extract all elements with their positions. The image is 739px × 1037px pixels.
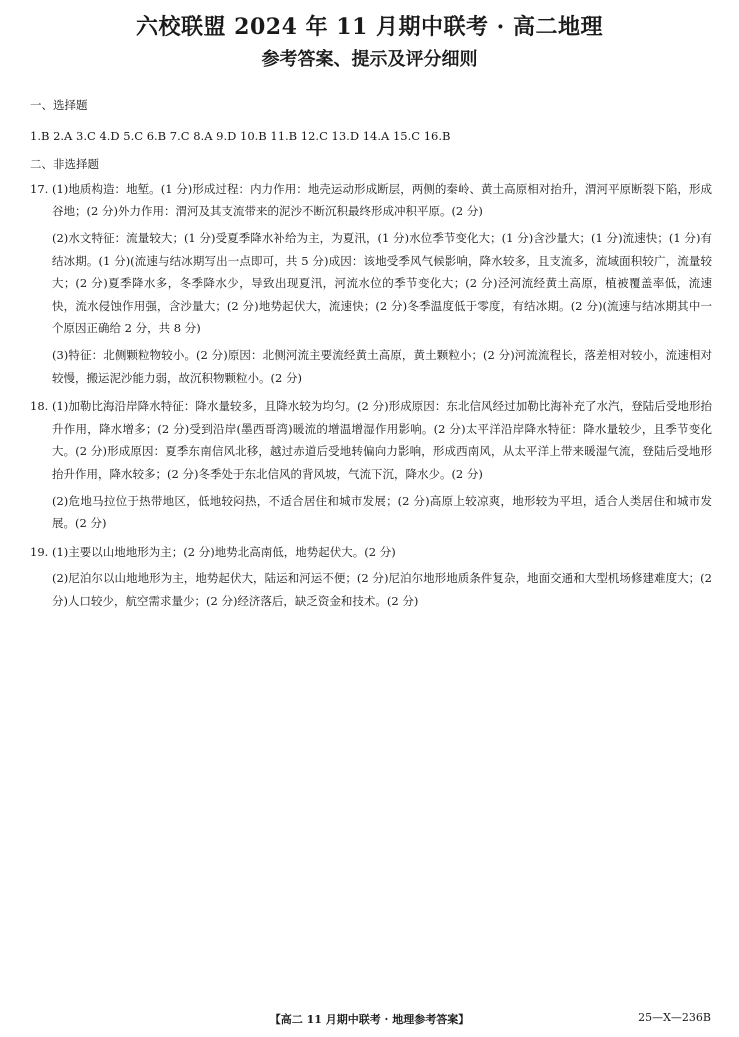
page-title: 六校联盟 2024 年 11 月期中联考 · 高二地理 [136,14,603,40]
question-17 [30,178,712,393]
question-body [52,395,712,539]
q19-part-1: (1)主要以山地地形为主；(2 分)地势北高南低，地势起伏大。(2 分) [52,544,396,559]
question-19 [30,541,712,617]
q17-part-2: (2)水文特征：流量较大；(1 分)受夏季降水补给为主，为夏汛，(1 分)水位季节变化大；(1 分)含沙量大；(1 分)流速快；(1 分)有结冰期。(1 分)(流速与结冰期写出一点即可，共 5 分)成因：该地受季风气候影响，降水较多，且支流多，流域面积较广，流量较大；(2 分)夏季降水多，冬季降水少，导致出现夏汛，河流水位的季节变化大；(2 分)泾河流经黄土高原，植被覆盖率低，流速快，流水侵蚀作用强，含沙量大；(2 分)地势起伏大，流速快；(2 分)冬季温度低于零度，有结冰期。(2 分)(流速与结冰期其中一个原因正确给 2 分，共 8 分) [52,230,712,336]
question-body [52,541,712,617]
footer-title: 【高二 11 月期中联考 · 地理参考答案】 [269,1013,470,1026]
q17-part-3: (3)特征：北侧颗粒物较小。(2 分)原因：北侧河流主要流经黄土高原，黄土颗粒小；(2 分)河流流程长，落差相对较小，流速相对较慢，搬运泥沙能力弱，故沉积物颗粒小。(2 分) [52,347,712,385]
page-subtitle: 参考答案、提示及评分细则 [261,49,478,70]
section-nonchoice-heading: 二、非选择题 [30,157,99,172]
q18-part-1: (1)加勒比海沿岸降水特征：降水量较多，且降水较为均匀。(2 分)形成原因：东北信风经过加勒比海补充了水汽，登陆后受地形抬升作用，降水增多；(2 分)受到沿岸(墨西哥湾)暖流的增温增湿作用影响。(2 分)太平洋沿岸降水特征：降水量较少，且季节变化大。(2 分)形成原因：夏季东南信风北移，越过赤道后受地转偏向力影响，形成西南风，从太平洋上带来暖湿气流，登陆后受地形抬升作用，降水较多；(2 分)冬季处于东北信风的背风坡，气流下沉，降水少。(2 分) [52,399,712,481]
question-number: 19. [30,544,49,559]
question-number: 17. [30,181,49,196]
question-body [52,178,712,393]
q19-part-2: (2)尼泊尔以山地地形为主，地势起伏大，陆运和河运不便；(2 分)尼泊尔地形地质条件复杂，地面交通和大型机场修建难度大；(2 分)人口较少，航空需求量少；(2 分)经济落后，缺乏资金和技术。(2 分) [52,571,712,608]
question-18 [30,395,712,539]
choice-answers: 1.B 2.A 3.C 4.D 5.C 6.B 7.C 8.A 9.D 10.B 11.B 12.C 13.D 14.A 15.C 16.B [30,128,451,143]
q18-part-2: (2)危地马拉位于热带地区，低地较闷热，不适合居住和城市发展；(2 分)高原上较凉爽，地形较为平坦，适合人类居住和城市发展。(2 分) [52,493,712,531]
footer-code: 25—X—236B [638,1011,711,1024]
section-choice-heading: 一、选择题 [30,98,88,112]
q17-part-1: (1)地质构造：地堑。(1 分)形成过程：内力作用：地壳运动形成断层，两侧的秦岭、黄土高原相对抬升，渭河平原断裂下陷，形成谷地；(2 分)外力作用：渭河及其支流带来的泥沙不断沉积最终形成冲积平原。(2 分) [52,181,712,219]
question-number: 18. [30,399,49,414]
answer-content [30,94,712,616]
